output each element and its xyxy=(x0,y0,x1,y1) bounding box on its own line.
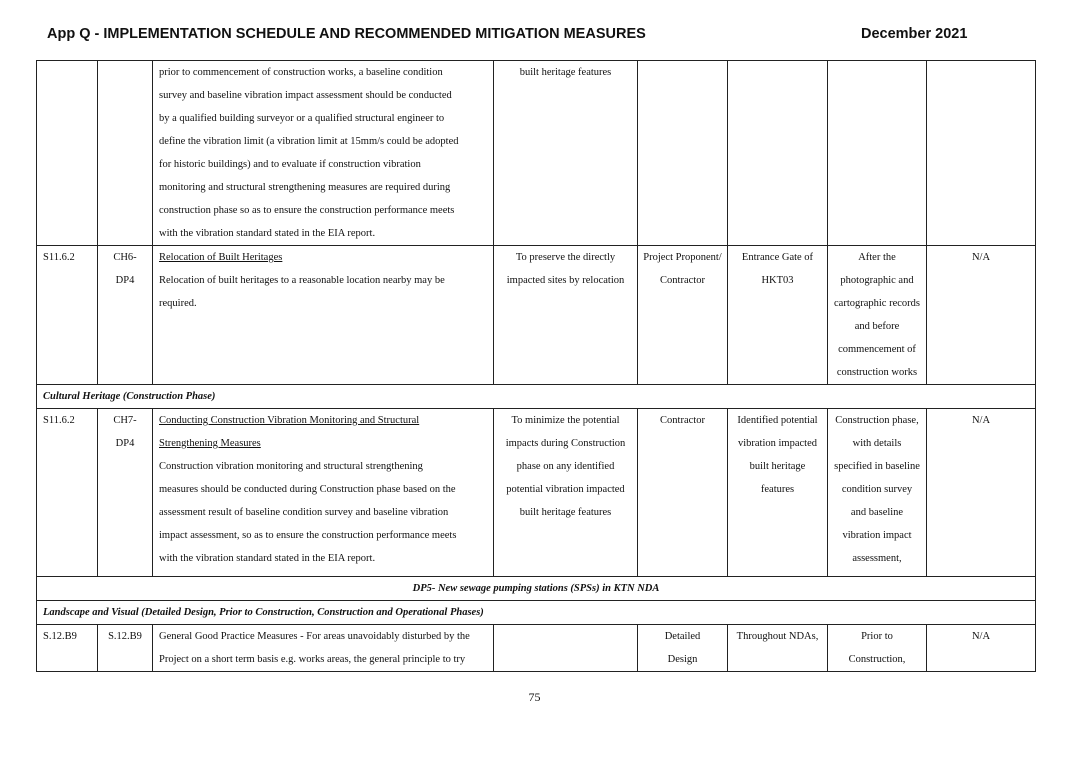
cell-ref xyxy=(37,625,98,672)
text-line: specified in baseline xyxy=(834,461,920,472)
text-line: commencement of xyxy=(838,344,916,355)
section-heading: Landscape and Visual (Detailed Design, Prior to Construction, Construction and Operational Phases) xyxy=(37,601,1036,625)
document-title: App Q - IMPLEMENTATION SCHEDULE AND RECOMMENDED MITIGATION MEASURES xyxy=(47,26,646,42)
cell-requirement xyxy=(927,409,1036,577)
text-line: S11.6.2 xyxy=(43,252,75,263)
section-row xyxy=(37,601,1036,625)
table-row xyxy=(37,61,1036,246)
text-line: potential vibration impacted xyxy=(506,484,625,495)
cell-requirement xyxy=(927,246,1036,385)
text-line: required. xyxy=(159,298,197,309)
cell-when xyxy=(828,409,927,577)
text-line: cartographic records xyxy=(834,298,920,309)
text-line: Design xyxy=(667,654,698,665)
cell-objective xyxy=(494,246,638,385)
cell-who xyxy=(638,61,728,246)
text-line: and baseline xyxy=(850,507,904,518)
text-line: S.12.B9 xyxy=(108,631,142,642)
text-line: condition survey xyxy=(841,484,913,495)
text-line: HKT03 xyxy=(761,275,794,286)
mitigation-table xyxy=(36,60,1036,672)
cell-who xyxy=(638,409,728,577)
text-line: General Good Practice Measures - For areas unavoidably disturbed by the xyxy=(159,631,470,642)
text-line: vibration impacted xyxy=(737,438,818,449)
table-row xyxy=(37,409,1036,577)
cell-location xyxy=(728,246,828,385)
text-line: CH7- xyxy=(113,415,137,426)
text-line: Construction vibration monitoring and structural strengthening xyxy=(159,461,423,472)
text-line: built heritage features xyxy=(519,507,612,518)
text-line: monitoring and structural strengthening measures are required during xyxy=(159,182,451,193)
cell-when xyxy=(828,246,927,385)
text-line: Strengthening Measures xyxy=(159,438,261,449)
cell-objective xyxy=(494,61,638,246)
text-line: by a qualified building surveyor or a qualified structural engineer to xyxy=(159,113,445,124)
text-line: Project Proponent/ xyxy=(643,252,722,263)
text-line: Construction phase, xyxy=(835,415,919,426)
cell-code xyxy=(98,61,153,246)
text-line: measures should be conducted during Construction phase based on the xyxy=(159,484,456,495)
text-line: S.12.B9 xyxy=(43,631,77,642)
text-line: Relocation of Built Heritages xyxy=(159,252,283,263)
text-line: with details xyxy=(852,438,902,449)
cell-desc xyxy=(153,625,494,672)
text-line: After the xyxy=(858,252,896,263)
text-line: with the vibration standard stated in the EIA report. xyxy=(159,228,376,239)
text-line: Conducting Construction Vibration Monitoring and Structural xyxy=(159,415,420,426)
text-line: N/A xyxy=(971,415,991,426)
cell-when xyxy=(828,625,927,672)
cell-requirement xyxy=(927,625,1036,672)
document-date: December 2021 xyxy=(861,26,968,42)
text-line: with the vibration standard stated in the EIA report. xyxy=(159,553,376,564)
text-line: Detailed xyxy=(664,631,701,642)
table-row xyxy=(37,246,1036,385)
cell-desc xyxy=(153,409,494,577)
section-row xyxy=(37,577,1036,601)
text-line: DP4 xyxy=(115,438,135,449)
cell-when xyxy=(828,61,927,246)
cell-who xyxy=(638,246,728,385)
cell-ref xyxy=(37,409,98,577)
cell-desc xyxy=(153,246,494,385)
text-line: for historic buildings) and to evaluate if construction vibration xyxy=(159,159,421,170)
cell-ref xyxy=(37,246,98,385)
text-line: Identified potential xyxy=(737,415,818,426)
text-line: features xyxy=(760,484,795,495)
text-line: N/A xyxy=(971,252,991,263)
cell-location xyxy=(728,409,828,577)
text-line: vibration impact xyxy=(842,530,912,541)
cell-code xyxy=(98,409,153,577)
text-line: DP4 xyxy=(115,275,135,286)
cell-requirement xyxy=(927,61,1036,246)
cell-location xyxy=(728,625,828,672)
cell-location xyxy=(728,61,828,246)
cell-ref xyxy=(37,61,98,246)
text-line: construction phase so as to ensure the construction performance meets xyxy=(159,205,455,216)
section-row xyxy=(37,385,1036,409)
text-line: impacts during Construction xyxy=(505,438,626,449)
text-line: Contractor xyxy=(660,415,705,426)
text-line: and before xyxy=(854,321,900,332)
text-line: survey and baseline vibration impact assessment should be conducted xyxy=(159,90,452,101)
section-heading: DP5- New sewage pumping stations (SPSs) in KTN NDA xyxy=(37,577,1036,601)
text-line: Contractor xyxy=(660,275,705,286)
page-number: 75 xyxy=(528,690,541,704)
text-line: Relocation of built heritages to a reasonable location nearby may be xyxy=(159,275,445,286)
text-line: construction works xyxy=(836,367,918,378)
cell-objective xyxy=(494,625,638,672)
section-heading: Cultural Heritage (Construction Phase) xyxy=(37,385,1036,409)
text-line: Project on a short term basis e.g. works areas, the general principle to try xyxy=(159,654,466,665)
text-line: CH6- xyxy=(113,252,137,263)
text-line: define the vibration limit (a vibration limit at 15mm/s could be adopted xyxy=(159,136,459,147)
text-line: N/A xyxy=(971,631,991,642)
cell-objective xyxy=(494,409,638,577)
text-line: To preserve the directly xyxy=(515,252,616,263)
cell-code xyxy=(98,246,153,385)
text-line: impact assessment, so as to ensure the construction performance meets xyxy=(159,530,457,541)
text-line: S11.6.2 xyxy=(43,415,75,426)
text-line: photographic and xyxy=(840,275,914,286)
text-line: To minimize the potential xyxy=(511,415,620,426)
text-line: built heritage features xyxy=(519,67,612,78)
text-line: assessment result of baseline condition survey and baseline vibration xyxy=(159,507,449,518)
text-line: Prior to xyxy=(861,631,893,642)
text-line: impacted sites by relocation xyxy=(506,275,625,286)
text-line: assessment, xyxy=(852,553,902,564)
cell-desc xyxy=(153,61,494,246)
table-row xyxy=(37,625,1036,672)
cell-code xyxy=(98,625,153,672)
text-line: Entrance Gate of xyxy=(741,252,814,263)
text-line: built heritage xyxy=(749,461,806,472)
text-line: Throughout NDAs, xyxy=(736,631,819,642)
text-line: prior to commencement of construction works, a baseline condition xyxy=(159,67,443,78)
cell-who xyxy=(638,625,728,672)
text-line: Construction, xyxy=(848,654,906,665)
text-line: phase on any identified xyxy=(516,461,615,472)
